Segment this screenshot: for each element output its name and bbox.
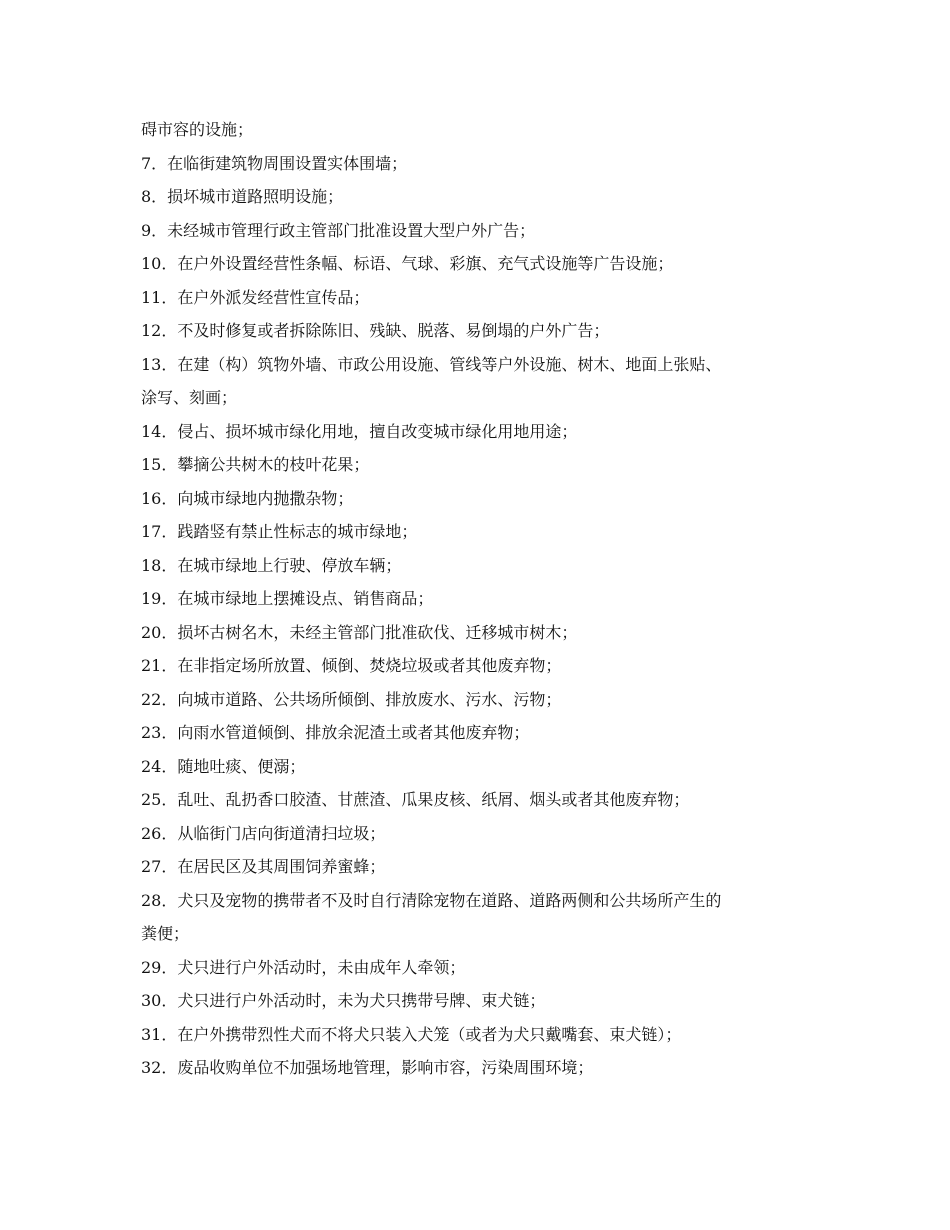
list-item-20: 20．损坏古树名木，未经主管部门批准砍伐、迁移城市树木； <box>141 622 578 642</box>
list-item-25: 25．乱吐、乱扔香口胶渣、甘蔗渣、瓜果皮核、纸屑、烟头或者其他废弃物； <box>141 790 690 809</box>
list-item-9: 9．未经城市管理行政主管部门批准设置大型户外广告； <box>141 220 536 240</box>
list-item-27: 27．在居民区及其周围饲养蜜蜂； <box>141 857 386 876</box>
document-page <box>141 113 831 1085</box>
list-item-19: 19．在城市绿地上摆摊设点、销售商品； <box>141 589 434 608</box>
list-item-17: 17．践踏竖有禁止性标志的城市绿地； <box>141 522 418 541</box>
list-item-14: 14．侵占、损坏城市绿化用地，擅自改变城市绿化用地用途； <box>141 421 578 441</box>
list-item-30: 30．犬只进行户外活动时，未为犬只携带号牌、束犬链； <box>141 991 546 1010</box>
list-item-21: 21．在非指定场所放置、倾倒、焚烧垃圾或者其他废弃物； <box>141 656 562 675</box>
list-item-12: 12．不及时修复或者拆除陈旧、残缺、脱落、易倒塌的户外广告； <box>141 321 610 340</box>
list-item-28: 28．犬只及宠物的携带者不及时自行清除宠物在道路、道路两侧和公共场所产生的 <box>141 890 722 910</box>
list-item-7: 7．在临街建筑物周围设置实体围墙； <box>141 153 408 173</box>
list-item-28-continued: 粪便； <box>141 924 190 943</box>
list-item-23: 23．向雨水管道倾倒、排放余泥渣土或者其他废弃物； <box>141 723 530 742</box>
list-item-15: 15．攀摘公共树木的枝叶花果； <box>141 455 370 474</box>
list-item-22: 22．向城市道路、公共场所倾倒、排放废水、污水、污物； <box>141 689 562 709</box>
list-item-10: 10．在户外设置经营性条幅、标语、气球、彩旗、充气式设施等广告设施； <box>141 254 674 273</box>
list-item-32: 32．废品收购单位不加强场地管理，影响市容，污染周围环境； <box>141 1058 594 1077</box>
list-item-11: 11．在户外派发经营性宣传品； <box>141 287 370 307</box>
list-item-13: 13．在建（构）筑物外墙、市政公用设施、管线等户外设施、树木、地面上张贴、 <box>141 354 722 374</box>
list-item-18: 18．在城市绿地上行驶、停放车辆； <box>141 555 402 575</box>
list-item-26: 26．从临街门店向街道清扫垃圾； <box>141 823 386 843</box>
text-line: 碍市容的设施； <box>141 120 254 139</box>
list-item-29: 29．犬只进行户外活动时，未由成年人牵领； <box>141 957 466 977</box>
list-item-31: 31．在户外携带烈性犬而不将犬只装入犬笼（或者为犬只戴嘴套、束犬链）； <box>141 1024 682 1044</box>
list-item-16: 16．向城市绿地内抛撒杂物； <box>141 488 354 508</box>
list-item-8: 8．损坏城市道路照明设施； <box>141 187 344 206</box>
list-item-24: 24．随地吐痰、便溺； <box>141 756 306 776</box>
list-item-13-continued: 涂写、刻画； <box>141 388 238 407</box>
